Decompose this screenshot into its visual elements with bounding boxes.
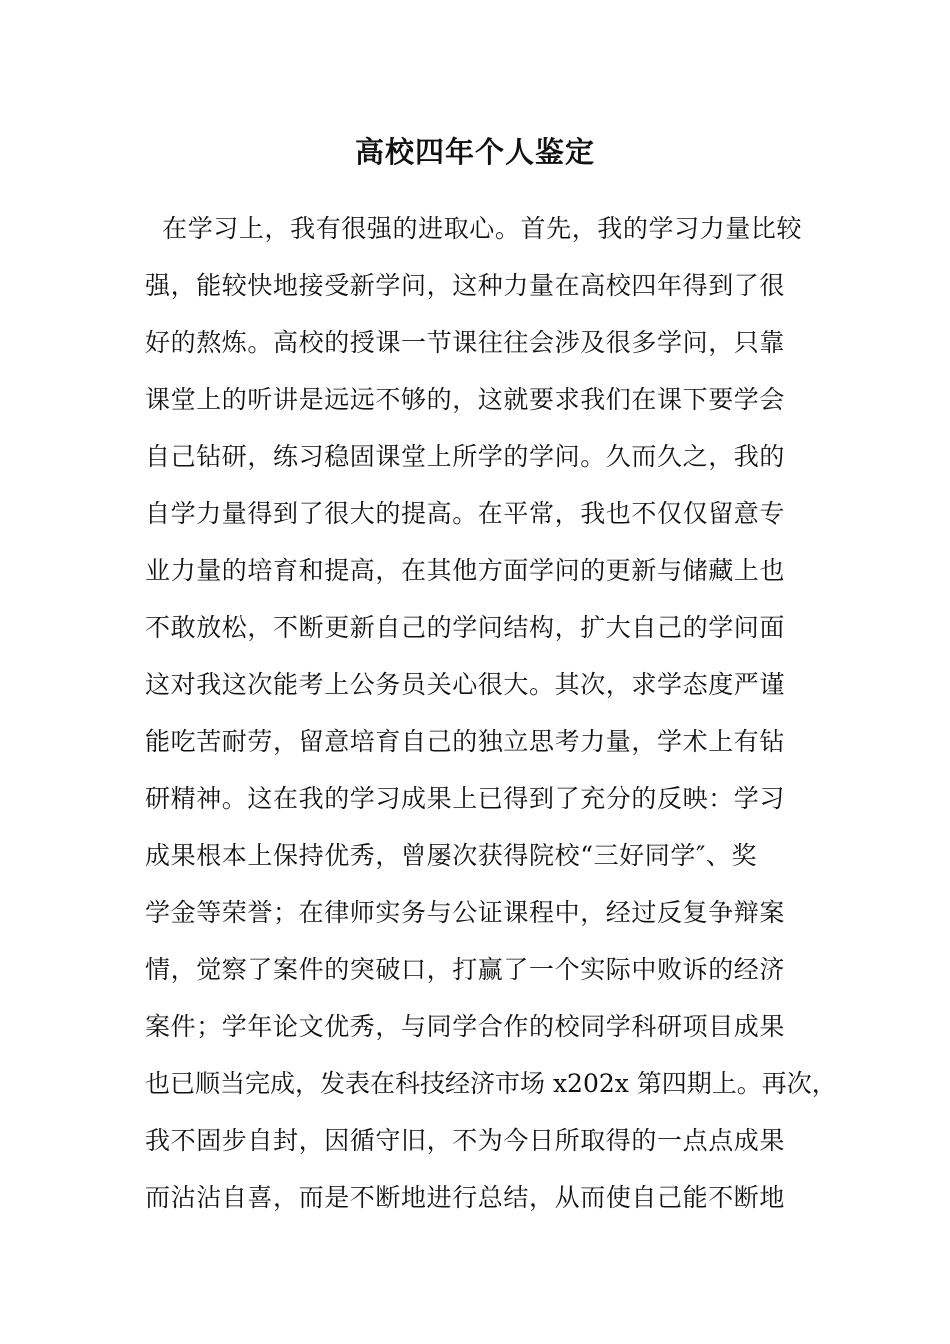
document-body [145,200,845,1226]
paragraph-line: 成果根本上保持优秀，曾屡次获得院校“三好同学″、奖 [145,841,758,870]
paragraph-line: 研精神。这在我的学习成果上已得到了充分的反映：学习 [145,784,786,813]
paragraph-line: 业力量的培育和提高，在其他方面学问的更新与储藏上也 [145,556,786,585]
paragraph-line: 案件；学年论文优秀，与同学合作的校同学科研项目成果 [145,1012,786,1041]
paragraph-line: 在学习上，我有很强的进取心。首先，我的学习力量比较 [145,214,803,243]
paragraph-line: 这对我这次能考上公务员关心很大。其次，求学态度严谨 [145,670,786,699]
document-title: 高校四年个人鉴定 [354,135,595,169]
paragraph-line: 我不固步自封，因循守旧，不为今日所取得的一点点成果 [145,1126,786,1155]
paragraph-line: 自己钻研，练习稳固课堂上所学的学问。久而久之，我的 [145,442,786,471]
paragraph-line: 能吃苦耐劳，留意培育自己的独立思考力量，学术上有钻 [145,727,786,756]
paragraph-line: 学金等荣誉；在律师实务与公证课程中，经过反复争辩案 [145,898,786,927]
paragraph-line: 自学力量得到了很大的提高。在平常，我也不仅仅留意专 [145,499,786,528]
paragraph-line: 情，觉察了案件的突破口，打赢了一个实际中败诉的经济 [145,955,786,984]
paragraph-line: 强，能较快地接受新学问，这种力量在高校四年得到了很 [145,271,786,300]
paragraph-line: 也已顺当完成，发表在科技经济市场 x202x 第四期上。再次， [145,1069,837,1098]
paragraph-line: 课堂上的听讲是远远不够的，这就要求我们在课下要学会 [145,385,786,414]
paragraph-line: 不敢放松，不断更新自己的学问结构，扩大自己的学问面 [145,613,786,642]
paragraph-line: 好的熬炼。高校的授课一节课往往会涉及很多学问，只靠 [145,328,786,357]
paragraph-line: 而沾沾自喜，而是不断地进行总结，从而使自己能不断地 [145,1183,786,1212]
